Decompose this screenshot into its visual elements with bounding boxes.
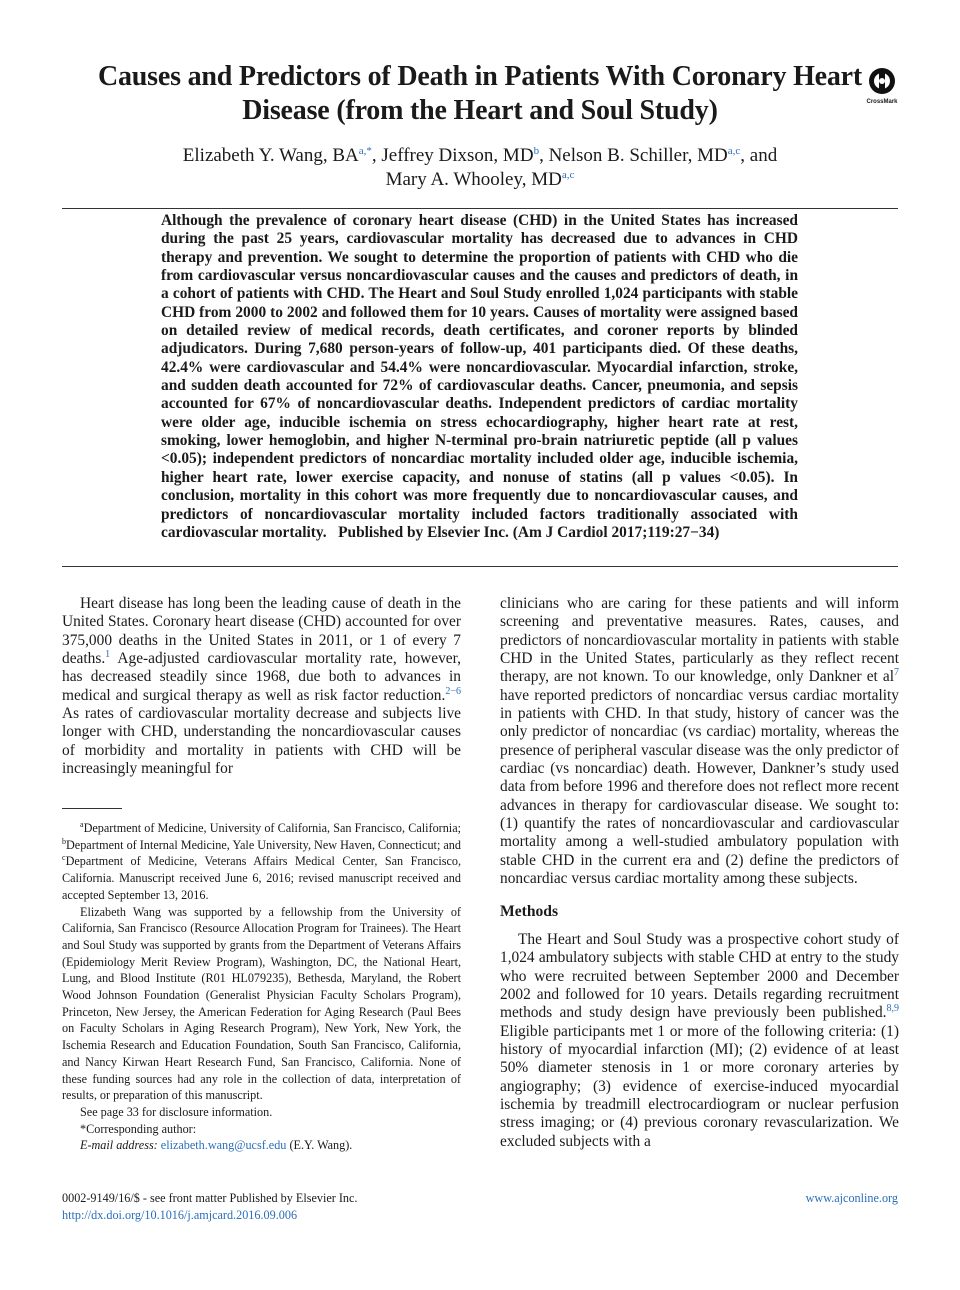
affiliation-text: Department of Medicine, University of California, San Francisco, California; <box>83 821 461 835</box>
affiliation-marker: c <box>62 853 66 863</box>
abstract <box>161 212 798 542</box>
affiliations-footnote <box>62 820 461 904</box>
affiliation-marker[interactable]: a,c <box>727 145 741 157</box>
author-name: , Jeffrey Dixson, MD <box>371 145 534 166</box>
affiliation-marker[interactable]: a,c <box>561 169 575 181</box>
author-list <box>110 144 850 192</box>
email-link[interactable]: elizabeth.wang@ucsf.edu <box>160 1138 287 1153</box>
affiliation-text: Department of Medicine, Veterans Affairs Medical Center, San Francisco, California. Manuscript received June 6, 2016; revised manuscript received and accepted September 13, 2016. <box>62 854 461 902</box>
citation-link[interactable]: 8,9 <box>886 1003 899 1015</box>
crossmark-badge[interactable] <box>864 66 900 105</box>
corresponding-author-label: *Corresponding author: <box>80 1121 197 1136</box>
methods-heading: Methods <box>500 902 559 920</box>
affiliation-marker[interactable]: a,* <box>358 145 372 157</box>
author-name: Elizabeth Y. Wang, BA <box>182 145 359 166</box>
abstract-bottom-rule <box>62 566 898 567</box>
issn-line: 0002-9149/16/$ - see front matter Published by Elsevier Inc. <box>62 1191 358 1205</box>
abstract-publication: Published by Elsevier Inc. (Am J Cardiol 2017;119:27−34) <box>338 523 720 541</box>
body-text: have reported predictors of noncardiac versus cardiac mortality in patients with CHD. In that study, history of cancer was the only predictor of noncardiac (vs cardiac) mortality, whereas the presence of peripheral vascular disease was the only predictor of cardiac (vs noncardiac) death. However, Dankner’s study used data from before 1996 and therefore does not reflect more recent advances in therapy for cardiovascular disease. We sought to: (1) quantify the rates of noncardiovascular and cardiovascular mortality among a well-studied ambulatory population with stable CHD in the current era and (2) define the predictors of noncardiac versus cardiac mortality among these subjects. <box>500 686 899 888</box>
footer-left <box>62 1190 357 1224</box>
article-title: Causes and Predictors of Death in Patients With Coronary Heart Disease (from the Heart and Soul Study) <box>97 61 863 126</box>
crossmark-icon <box>867 66 897 96</box>
doi-link[interactable]: http://dx.doi.org/10.1016/j.amjcard.2016.09.006 <box>62 1208 298 1222</box>
citation-link[interactable]: 1 <box>105 649 111 661</box>
body-text: The Heart and Soul Study was a prospective cohort study of 1,024 ambulatory subjects with stable CHD at entry to the study who were recruited between September 2000 and December 2002 and followed for 10 years. Details regarding recruitment methods and study design have previously been published. <box>500 930 899 1022</box>
abstract-top-rule <box>62 208 898 209</box>
email-label: E-mail address: <box>80 1138 158 1153</box>
body-text: Eligible participants met 1 or more of the following criteria: (1) history of myocardial infarction (MI); (2) evidence of at least 50% diameter stenosis in 1 or more coronary arteries by angiography; (3) evidence of exercise-induced myocardial ischemia by treadmill electrocardiogram or nuclear perfusion stress imaging; or (4) previous coronary revascularization. We excluded subjects with a <box>500 1022 899 1150</box>
author-name: Mary A. Whooley, MD <box>385 169 562 190</box>
abstract-text: Although the prevalence of coronary heart disease (CHD) in the United States has increased during the past 25 years, cardiovascular mortality has decreased due to advances in CHD therapy and prevention. We sought to determine the proportion of patients with CHD who die from cardiovascular versus noncardiovascular causes and the causes and predictors of death, in a cohort of patients with CHD. The Heart and Soul Study enrolled 1,024 participants with stable CHD from 2000 to 2002 and followed them for 10 years. Causes of mortality were assigned based on detailed review of medical records, death certificates, and coroner reports by blinded adjudicators. During 7,680 person-years of follow-up, 401 participants died. Of these deaths, 42.4% were cardiovascular and 54.4% were noncardiovascular. Myocardial infarction, stroke, and sudden death accounted for 72% of cardiovascular deaths. Cancer, pneumonia, and sepsis accounted for 67% of noncardiovascular deaths. Independent predictors of cardiac mortality were older age, inducible ischemia on stress echocardiography, higher heart rate at rest, smoking, lower hemoglobin, and higher N-terminal pro-brain natriuretic peptide (all p values <0.05); independent predictors of noncardiac mortality included older age, inducible ischemia, higher heart rate, lower exercise capacity, and nonuse of statins (all p values <0.05). In conclusion, mortality in this cohort was more frequently due to noncardiovascular causes, and predictors of noncardiovascular mortality included factors traditionally associated with cardiovascular mortality. <box>161 212 798 541</box>
author-separator: , and <box>740 145 778 166</box>
intro-paragraph <box>62 595 461 778</box>
body-text: Age-adjusted cardiovascular mortality rate, however, has decreased steadily since 1968, due both to advances in medical and surgical therapy as well as risk factor reduction. <box>62 650 461 704</box>
left-column <box>62 595 461 778</box>
affiliation-marker: b <box>62 836 66 846</box>
footnote-rule <box>62 808 122 809</box>
email-tail: (E.Y. Wang). <box>286 1138 353 1153</box>
body-text: clinicians who are caring for these patients and will inform screening and preventative measures. Rates, causes, and predictors of noncardiovascular mortality in patients with stable CHD in the United States, particularly as they reflect recent therapy, are not known. To our knowledge, only Dankner et al <box>500 595 899 686</box>
footnotes <box>62 820 461 1154</box>
affiliation-marker: a <box>80 820 84 829</box>
affiliation-text: Department of Internal Medicine, Yale University, New Haven, Connecticut; and <box>66 837 461 852</box>
affiliation-marker[interactable]: b <box>533 145 540 157</box>
crossmark-label: CrossMark <box>866 99 898 105</box>
body-text: As rates of cardiovascular mortality decrease and subjects live longer with CHD, understanding the noncardiovascular causes of morbidity and mortality in patients with CHD will be increasingly meaningful for <box>62 705 461 778</box>
author-name: , Nelson B. Schiller, MD <box>539 145 728 166</box>
body-text: Heart disease has long been the leading cause of death in the United States. Coronary heart disease (CHD) accounted for over 375,000 deaths in the United States in 2011, or 1 of every 7 deaths. <box>62 595 461 668</box>
citation-link[interactable]: 2−6 <box>445 685 461 697</box>
right-column <box>500 595 899 1151</box>
journal-site-link[interactable]: www.ajconline.org <box>805 1191 898 1205</box>
methods-paragraph <box>500 931 899 1151</box>
disclosure-footnote: See page 33 for disclosure information. <box>80 1104 273 1119</box>
email-footnote <box>62 1137 461 1154</box>
citation-link[interactable]: 7 <box>894 667 899 679</box>
funding-footnote: Elizabeth Wang was supported by a fellowship from the University of California, San Francisco (Resource Allocation Program for Trainees). The Heart and Soul Study was supported by grants from the Department of Veterans Affairs (Epidemiology Merit Review Program), Washington, DC, the National Heart, Lung, and Blood Institute (R01 HL079235), Bethesda, Maryland, the Robert Wood Johnson Foundation (Generalist Physician Faculty Scholars Program), Princeton, New Jersey, the American Federation for Aging Research (Paul Bees on Faculty Scholars in Aging Research Program), New York, New York, the Ischemia Research and Education Foundation, South San Francisco, California, and Nancy Kirwan Heart Research Fund, San Francisco, California. None of these funding sources had any role in the collection of data, interpretation of results, or preparation of this manuscript. <box>62 904 461 1103</box>
intro-paragraph-continued <box>500 595 899 889</box>
